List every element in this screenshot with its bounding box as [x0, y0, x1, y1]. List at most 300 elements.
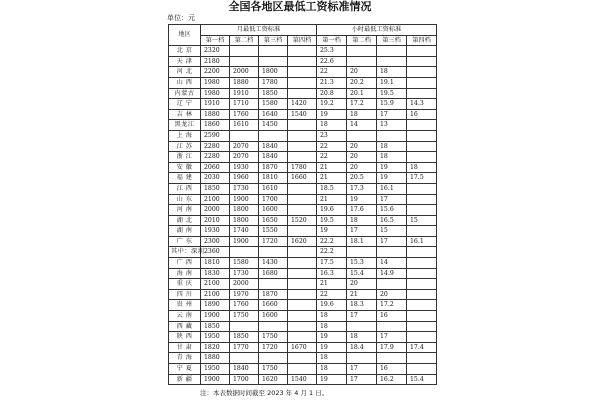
hourly-tier-4-cell: 18	[407, 162, 437, 173]
hourly-tier-1-cell: 22	[317, 67, 347, 78]
monthly-tier-4-cell	[288, 321, 317, 332]
hourly-tier-1-cell: 22.2	[317, 247, 347, 258]
region-cell: 其中：深圳	[169, 247, 201, 258]
table-title: 全国各地区最低工资标准情况	[228, 0, 372, 13]
monthly-tier-2-header: 第二档	[230, 35, 259, 46]
monthly-tier-1-header: 第一档	[201, 35, 230, 46]
monthly-tier-2-cell: 1610	[230, 120, 259, 131]
table-row	[169, 226, 437, 237]
hourly-tier-1-cell: 22.2	[317, 236, 347, 247]
monthly-tier-1-cell: 2360	[201, 247, 230, 258]
hourly-tier-1-cell: 18.5	[317, 183, 347, 194]
monthly-tier-2-cell: 1730	[230, 268, 259, 279]
hourly-tier-1-cell: 21	[317, 279, 347, 290]
monthly-tier-2-cell: 1770	[230, 342, 259, 353]
hourly-tier-2-cell: 20	[347, 141, 377, 152]
hourly-tier-3-cell: 17.2	[377, 300, 407, 311]
region-cell: 宁 夏	[169, 364, 201, 375]
monthly-tier-2-cell	[230, 46, 259, 57]
hourly-tier-2-cell: 15.3	[347, 258, 377, 269]
table-row	[169, 173, 437, 184]
hourly-tier-4-cell	[407, 311, 437, 322]
monthly-tier-3-cell: 1650	[259, 215, 288, 226]
monthly-tier-3-cell: 1780	[259, 77, 288, 88]
hourly-tier-2-cell: 17.3	[347, 183, 377, 194]
table-row	[169, 342, 437, 353]
hourly-tier-4-cell	[407, 279, 437, 290]
monthly-tier-4-cell	[288, 77, 317, 88]
table-row	[169, 162, 437, 173]
region-cell: 广 西	[169, 258, 201, 269]
table-row	[169, 46, 437, 57]
hourly-tier-3-cell	[377, 46, 407, 57]
monthly-tier-3-cell	[259, 353, 288, 364]
hourly-tier-3-cell: 17.9	[377, 342, 407, 353]
table-row	[169, 109, 437, 120]
hourly-tier-3-cell	[377, 130, 407, 141]
table-row	[169, 258, 437, 269]
table-row	[169, 353, 437, 364]
monthly-tier-2-cell: 1880	[230, 77, 259, 88]
hourly-tier-1-cell: 18	[317, 120, 347, 131]
monthly-tier-3-cell: 1750	[259, 364, 288, 375]
monthly-tier-3-cell: 1840	[259, 141, 288, 152]
hourly-tier-2-cell: 18.1	[347, 236, 377, 247]
hourly-tier-2-cell: 15.4	[347, 268, 377, 279]
monthly-tier-1-cell: 1820	[201, 342, 230, 353]
monthly-tier-3-cell: 1600	[259, 311, 288, 322]
footnote: 注：本表数据时间截至 2023 年 4 月 1 日。	[200, 389, 329, 397]
monthly-tier-1-cell: 2320	[201, 46, 230, 57]
monthly-tier-4-cell	[288, 152, 317, 163]
table-row	[169, 194, 437, 205]
monthly-tier-1-cell: 1900	[201, 311, 230, 322]
region-cell: 湖 北	[169, 215, 201, 226]
table-row	[169, 321, 437, 332]
monthly-tier-3-cell: 1870	[259, 289, 288, 300]
hourly-tier-3-cell: 15	[377, 226, 407, 237]
monthly-tier-3-cell: 1750	[259, 332, 288, 343]
monthly-tier-4-cell	[288, 364, 317, 375]
monthly-tier-4-cell	[288, 268, 317, 279]
hourly-tier-1-cell: 16.3	[317, 268, 347, 279]
monthly-tier-4-cell	[288, 289, 317, 300]
hourly-tier-4-cell	[407, 56, 437, 67]
region-cell: 辽 宁	[169, 99, 201, 110]
monthly-tier-4-cell: 1520	[288, 215, 317, 226]
region-header: 地区	[169, 25, 201, 46]
monthly-tier-1-cell: 1930	[201, 226, 230, 237]
table-row	[169, 247, 437, 258]
hourly-tier-2-cell: 20.5	[347, 173, 377, 184]
hourly-tier-1-cell: 18	[317, 364, 347, 375]
hourly-tier-2-cell: 14	[347, 120, 377, 131]
monthly-tier-1-cell: 1980	[201, 77, 230, 88]
monthly-tier-3-cell: 1450	[259, 120, 288, 131]
hourly-tier-3-cell: 18	[377, 152, 407, 163]
hourly-tier-4-cell	[407, 120, 437, 131]
hourly-tier-4-cell	[407, 141, 437, 152]
hourly-tier-2-cell	[347, 247, 377, 258]
table-row	[169, 215, 437, 226]
region-cell: 山 西	[169, 77, 201, 88]
hourly-tier-4-cell: 14.3	[407, 99, 437, 110]
monthly-tier-4-cell	[288, 130, 317, 141]
monthly-tier-3-cell: 1870	[259, 162, 288, 173]
hourly-tier-1-cell: 21	[317, 194, 347, 205]
hourly-tier-4-cell: 16	[407, 109, 437, 120]
monthly-tier-4-cell: 1540	[288, 109, 317, 120]
hourly-tier-4-cell	[407, 67, 437, 78]
monthly-tier-4-cell	[288, 353, 317, 364]
table-row	[169, 88, 437, 99]
monthly-tier-1-cell: 2280	[201, 141, 230, 152]
monthly-tier-2-cell: 1800	[230, 215, 259, 226]
monthly-tier-2-cell: 1970	[230, 289, 259, 300]
region-cell: 陕 西	[169, 332, 201, 343]
hourly-tier-2-cell	[347, 130, 377, 141]
monthly-tier-2-cell: 1580	[230, 258, 259, 269]
monthly-tier-1-cell: 2200	[201, 67, 230, 78]
hourly-tier-3-cell: 17	[377, 332, 407, 343]
region-cell: 河 北	[169, 67, 201, 78]
monthly-tier-3-cell	[259, 130, 288, 141]
hourly-tier-1-cell: 25.3	[317, 46, 347, 57]
header-row-groups	[169, 25, 437, 36]
monthly-tier-4-cell: 1670	[288, 342, 317, 353]
table-body	[169, 46, 437, 385]
hourly-tier-4-cell	[407, 77, 437, 88]
monthly-tier-2-cell: 1930	[230, 162, 259, 173]
monthly-tier-1-cell: 2300	[201, 236, 230, 247]
region-cell: 北 京	[169, 46, 201, 57]
hourly-tier-2-cell	[347, 46, 377, 57]
hourly-tier-4-cell	[407, 194, 437, 205]
table-row	[169, 268, 437, 279]
hourly-tier-3-cell	[377, 353, 407, 364]
region-cell: 河 南	[169, 205, 201, 216]
monthly-tier-1-cell: 1880	[201, 353, 230, 364]
hourly-tier-4-cell	[407, 268, 437, 279]
hourly-tier-4-header: 第四档	[407, 35, 437, 46]
region-cell: 重 庆	[169, 279, 201, 290]
monthly-tier-3-cell: 1680	[259, 268, 288, 279]
monthly-tier-4-cell	[288, 247, 317, 258]
monthly-tier-2-cell	[230, 130, 259, 141]
monthly-tier-3-cell: 1800	[259, 67, 288, 78]
monthly-tier-4-cell	[288, 120, 317, 131]
table-row	[169, 77, 437, 88]
hourly-tier-1-cell: 19.5	[317, 215, 347, 226]
region-cell: 福 建	[169, 173, 201, 184]
monthly-tier-4-cell	[288, 332, 317, 343]
hourly-tier-2-cell: 20	[347, 152, 377, 163]
hourly-tier-1-cell: 19	[317, 342, 347, 353]
hourly-tier-2-header: 第二档	[347, 35, 377, 46]
hourly-tier-4-cell	[407, 258, 437, 269]
monthly-tier-1-cell: 2100	[201, 289, 230, 300]
hourly-tier-3-cell: 17	[377, 109, 407, 120]
monthly-tier-3-cell: 1580	[259, 99, 288, 110]
hourly-tier-4-cell	[407, 130, 437, 141]
hourly-tier-4-cell	[407, 300, 437, 311]
hourly-tier-2-cell: 18.3	[347, 300, 377, 311]
monthly-tier-3-cell	[259, 247, 288, 258]
monthly-tier-1-cell: 2280	[201, 152, 230, 163]
hourly-tier-1-cell: 22	[317, 152, 347, 163]
hourly-tier-1-cell: 23	[317, 130, 347, 141]
monthly-tier-1-cell: 1980	[201, 88, 230, 99]
region-cell: 广 东	[169, 236, 201, 247]
table-row	[169, 120, 437, 131]
monthly-tier-4-cell	[288, 141, 317, 152]
region-cell: 云 南	[169, 311, 201, 322]
hourly-tier-1-cell: 18	[317, 311, 347, 322]
hourly-tier-3-cell: 19	[377, 173, 407, 184]
monthly-tier-1-cell: 2000	[201, 205, 230, 216]
hourly-tier-3-cell	[377, 56, 407, 67]
monthly-tier-4-cell: 1620	[288, 236, 317, 247]
monthly-tier-3-header: 第三档	[259, 35, 288, 46]
hourly-tier-2-cell: 17	[347, 364, 377, 375]
table-row	[169, 300, 437, 311]
hourly-tier-3-cell: 14.9	[377, 268, 407, 279]
monthly-tier-2-cell: 1750	[230, 311, 259, 322]
monthly-tier-3-cell: 1620	[259, 374, 288, 385]
table-row	[169, 183, 437, 194]
hourly-tier-2-cell	[347, 353, 377, 364]
hourly-tier-1-cell: 19	[317, 109, 347, 120]
table-row	[169, 152, 437, 163]
hourly-tier-3-cell	[377, 321, 407, 332]
hourly-tier-4-cell	[407, 321, 437, 332]
unit-label: 单位：元	[167, 14, 195, 22]
region-cell: 湖 南	[169, 226, 201, 237]
hourly-tier-4-cell	[407, 152, 437, 163]
monthly-tier-1-cell: 1950	[201, 364, 230, 375]
hourly-tier-2-cell: 20	[347, 67, 377, 78]
monthly-tier-2-cell: 1960	[230, 173, 259, 184]
hourly-tier-1-cell: 19.6	[317, 205, 347, 216]
table-row	[169, 130, 437, 141]
hourly-tier-4-cell	[407, 46, 437, 57]
hourly-tier-2-cell: 20	[347, 279, 377, 290]
hourly-tier-2-cell: 17	[347, 374, 377, 385]
table-row	[169, 289, 437, 300]
monthly-tier-4-cell	[288, 88, 317, 99]
hourly-tier-2-cell: 18.4	[347, 342, 377, 353]
hourly-tier-4-cell: 15	[407, 215, 437, 226]
monthly-tier-4-cell: 1780	[288, 162, 317, 173]
region-cell: 上 海	[169, 130, 201, 141]
hourly-tier-3-cell: 16.5	[377, 215, 407, 226]
monthly-tier-2-cell: 1900	[230, 236, 259, 247]
hourly-tier-2-cell: 17.2	[347, 99, 377, 110]
monthly-tier-1-cell: 2010	[201, 215, 230, 226]
table-row	[169, 56, 437, 67]
monthly-tier-3-cell: 1430	[259, 258, 288, 269]
region-cell: 黑龙江	[169, 120, 201, 131]
hourly-tier-1-cell: 19	[317, 226, 347, 237]
monthly-tier-2-cell	[230, 321, 259, 332]
monthly-tier-3-cell: 1700	[259, 194, 288, 205]
monthly-tier-3-cell	[259, 56, 288, 67]
hourly-tier-4-cell	[407, 364, 437, 375]
hourly-tier-3-cell: 17	[377, 194, 407, 205]
monthly-tier-2-cell: 2000	[230, 279, 259, 290]
hourly-tier-1-cell: 21.3	[317, 77, 347, 88]
hourly-tier-3-cell: 13	[377, 120, 407, 131]
hourly-tier-2-cell: 21	[347, 289, 377, 300]
hourly-tier-3-cell: 19	[377, 162, 407, 173]
monthly-tier-2-cell	[230, 353, 259, 364]
monthly-tier-2-cell: 1850	[230, 332, 259, 343]
monthly-tier-4-cell	[288, 46, 317, 57]
table-row	[169, 67, 437, 78]
region-cell: 山 东	[169, 194, 201, 205]
monthly-tier-3-cell: 1720	[259, 342, 288, 353]
monthly-tier-1-cell: 1850	[201, 183, 230, 194]
monthly-tier-2-cell: 1710	[230, 99, 259, 110]
monthly-tier-3-cell: 1550	[259, 226, 288, 237]
hourly-tier-3-cell: 20	[377, 289, 407, 300]
monthly-tier-4-cell	[288, 311, 317, 322]
hourly-tier-3-cell: 16.2	[377, 374, 407, 385]
monthly-tier-4-cell	[288, 226, 317, 237]
region-cell: 青 海	[169, 353, 201, 364]
region-cell: 江 苏	[169, 141, 201, 152]
monthly-group-header: 月最低工资标准	[201, 25, 317, 36]
monthly-tier-2-cell	[230, 56, 259, 67]
hourly-tier-2-cell: 18	[347, 332, 377, 343]
hourly-tier-1-cell: 22.6	[317, 56, 347, 67]
hourly-tier-4-cell	[407, 183, 437, 194]
region-cell: 安 徽	[169, 162, 201, 173]
monthly-tier-4-cell	[288, 205, 317, 216]
hourly-tier-4-cell: 15.4	[407, 374, 437, 385]
region-cell: 天 津	[169, 56, 201, 67]
monthly-tier-4-cell: 1420	[288, 99, 317, 110]
hourly-tier-2-cell: 18	[347, 215, 377, 226]
hourly-tier-3-cell: 18	[377, 67, 407, 78]
hourly-tier-2-cell: 20	[347, 162, 377, 173]
hourly-tier-3-cell: 18	[377, 141, 407, 152]
hourly-tier-4-cell	[407, 226, 437, 237]
hourly-tier-1-header: 第一档	[317, 35, 347, 46]
table-row	[169, 279, 437, 290]
hourly-tier-1-cell: 19	[317, 332, 347, 343]
monthly-tier-4-cell	[288, 67, 317, 78]
monthly-tier-4-cell: 1660	[288, 173, 317, 184]
monthly-tier-2-cell: 1760	[230, 300, 259, 311]
hourly-tier-1-cell: 19	[317, 374, 347, 385]
hourly-tier-1-cell: 19.6	[317, 300, 347, 311]
hourly-tier-1-cell: 22	[317, 289, 347, 300]
monthly-tier-1-cell: 1910	[201, 99, 230, 110]
hourly-tier-2-cell	[347, 56, 377, 67]
monthly-tier-1-cell: 2030	[201, 173, 230, 184]
hourly-tier-4-cell: 16.1	[407, 236, 437, 247]
monthly-tier-2-cell: 2070	[230, 152, 259, 163]
region-cell: 内蒙古	[169, 88, 201, 99]
monthly-tier-2-cell	[230, 247, 259, 258]
monthly-tier-2-cell: 1900	[230, 194, 259, 205]
monthly-tier-3-cell: 1840	[259, 152, 288, 163]
region-cell: 甘 肃	[169, 342, 201, 353]
monthly-tier-1-cell: 1850	[201, 321, 230, 332]
monthly-tier-2-cell: 2000	[230, 67, 259, 78]
hourly-tier-1-cell: 21	[317, 162, 347, 173]
monthly-tier-3-cell: 1610	[259, 183, 288, 194]
table-row	[169, 364, 437, 375]
hourly-tier-1-cell: 17.5	[317, 258, 347, 269]
hourly-tier-3-cell: 16	[377, 364, 407, 375]
monthly-tier-3-cell: 1600	[259, 205, 288, 216]
table-row	[169, 236, 437, 247]
hourly-tier-3-cell	[377, 279, 407, 290]
region-cell: 新 疆	[169, 374, 201, 385]
monthly-tier-2-cell: 1840	[230, 364, 259, 375]
hourly-tier-4-cell: 17.4	[407, 342, 437, 353]
monthly-tier-4-cell	[288, 56, 317, 67]
hourly-tier-1-cell: 18	[317, 321, 347, 332]
monthly-tier-3-cell: 1850	[259, 88, 288, 99]
hourly-tier-1-cell: 22	[317, 141, 347, 152]
hourly-tier-4-cell	[407, 88, 437, 99]
monthly-tier-1-cell: 2100	[201, 279, 230, 290]
monthly-tier-2-cell: 1800	[230, 205, 259, 216]
monthly-tier-2-cell: 1910	[230, 88, 259, 99]
monthly-tier-4-cell	[288, 300, 317, 311]
hourly-tier-1-cell: 18	[317, 353, 347, 364]
hourly-tier-4-cell	[407, 247, 437, 258]
hourly-tier-2-cell: 20.2	[347, 77, 377, 88]
monthly-tier-1-cell: 1900	[201, 374, 230, 385]
table-row	[169, 99, 437, 110]
region-cell: 浙 江	[169, 152, 201, 163]
hourly-tier-4-cell	[407, 332, 437, 343]
hourly-tier-3-header: 第三档	[377, 35, 407, 46]
monthly-tier-4-cell	[288, 194, 317, 205]
hourly-tier-1-cell: 20.8	[317, 88, 347, 99]
hourly-tier-2-cell: 17	[347, 311, 377, 322]
monthly-tier-4-cell	[288, 279, 317, 290]
hourly-tier-4-cell: 17.5	[407, 173, 437, 184]
monthly-tier-3-cell	[259, 279, 288, 290]
region-cell: 西 藏	[169, 321, 201, 332]
monthly-tier-3-cell: 1810	[259, 173, 288, 184]
monthly-tier-4-cell	[288, 183, 317, 194]
monthly-tier-3-cell	[259, 46, 288, 57]
monthly-tier-2-cell: 1760	[230, 109, 259, 120]
hourly-tier-3-cell: 16.1	[377, 183, 407, 194]
monthly-tier-1-cell: 2100	[201, 194, 230, 205]
hourly-group-header: 小时最低工资标准	[317, 25, 437, 36]
monthly-tier-1-cell: 1810	[201, 258, 230, 269]
hourly-tier-3-cell	[377, 247, 407, 258]
monthly-tier-1-cell: 1880	[201, 109, 230, 120]
monthly-tier-4-cell: 1540	[288, 374, 317, 385]
monthly-tier-2-cell: 1730	[230, 183, 259, 194]
hourly-tier-2-cell: 17	[347, 226, 377, 237]
hourly-tier-3-cell: 19.1	[377, 77, 407, 88]
table-row	[169, 374, 437, 385]
hourly-tier-2-cell	[347, 321, 377, 332]
monthly-tier-3-cell	[259, 321, 288, 332]
monthly-tier-3-cell: 1640	[259, 109, 288, 120]
table-row	[169, 332, 437, 343]
monthly-tier-2-cell: 1740	[230, 226, 259, 237]
